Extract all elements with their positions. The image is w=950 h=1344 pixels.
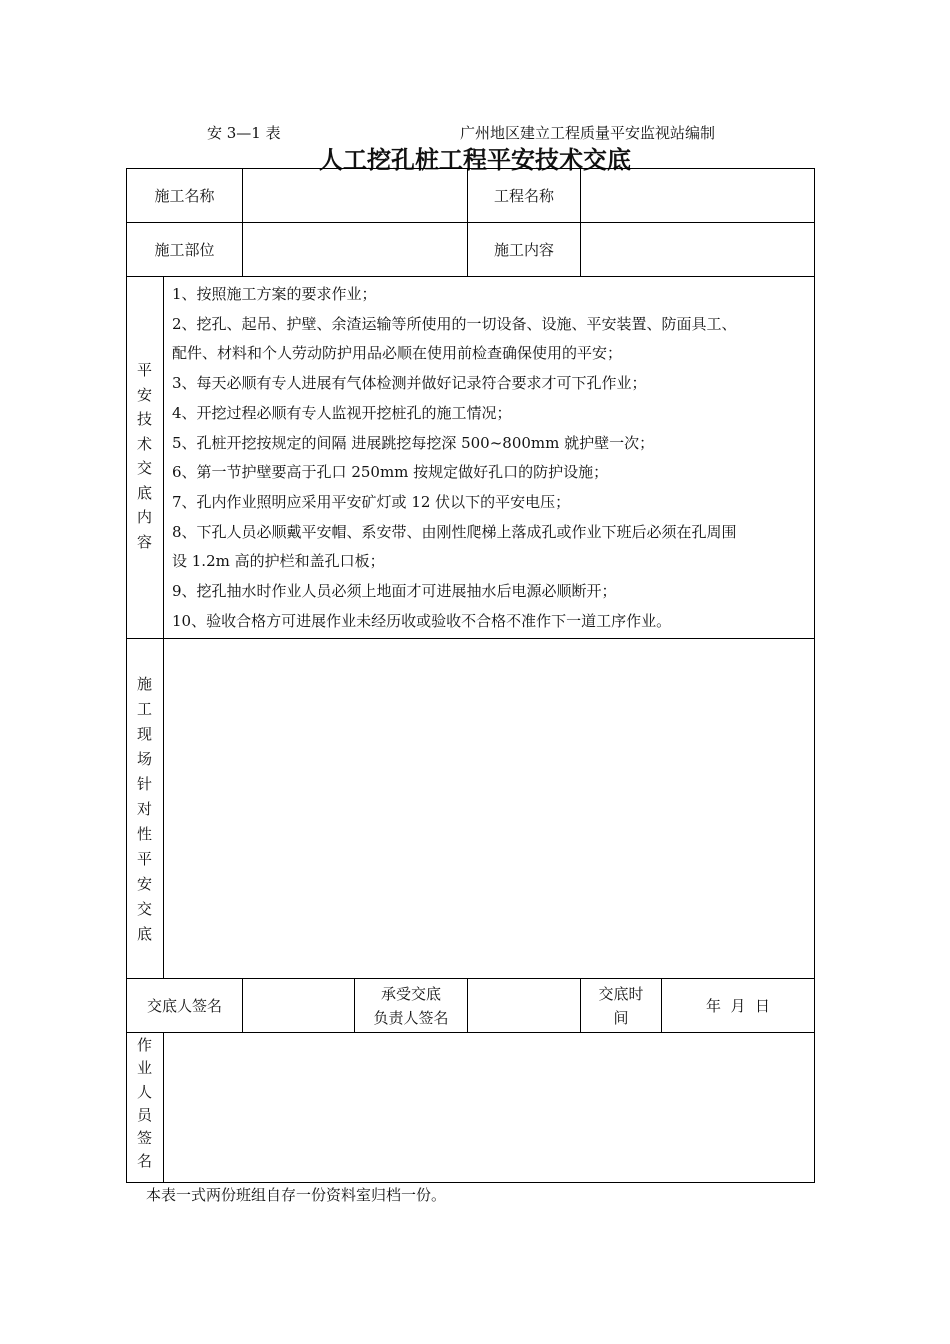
label-char: 名	[136, 1152, 152, 1171]
label-char: 底	[136, 483, 152, 502]
safety-item: 7、孔内作业照明应采用平安矿灯或 12 伏以下的平安电压；	[172, 492, 571, 511]
label-char: 内	[136, 508, 152, 526]
safety-item: 2、挖孔、起吊、护壁、余渣运输等所使用的一切设备、设施、平安装置、防面具工、	[172, 314, 737, 333]
receiver-label-line1: 承受交底	[380, 985, 441, 1003]
label-char: 技	[136, 410, 152, 428]
safety-item: 配件、材料和个人劳动防护用品必顺在使用前检查确保使用的平安；	[172, 344, 623, 363]
construction-part-label: 施工部位	[154, 241, 215, 259]
label-char: 容	[136, 532, 152, 551]
label-char: 员	[136, 1105, 152, 1124]
label-char: 交	[136, 459, 152, 477]
briefing-date-field[interactable]: 年 月 日	[705, 997, 771, 1015]
safety-items	[172, 280, 812, 636]
briefing-time-label	[581, 982, 661, 1030]
label-char: 平	[136, 361, 152, 379]
construction-part-field[interactable]	[243, 223, 467, 276]
page-title: 人工挖孔桩工程平安技术交底	[319, 145, 631, 174]
safety-item: 6、第一节护壁要高于孔口 250mm 按规定做好孔口的防护设施；	[172, 463, 609, 482]
site-safety-field[interactable]	[164, 639, 814, 978]
safety-item: 1、按照施工方案的要求作业；	[172, 285, 377, 303]
label-char: 底	[136, 925, 152, 943]
label-char: 针	[136, 775, 152, 793]
safety-item: 5、孔桩开挖按规定的间隔 进展跳挖每挖深 500~800mm 就护壁一次；	[172, 433, 655, 452]
project-name-label: 工程名称	[493, 187, 554, 205]
worker-signature-field[interactable]	[164, 1033, 814, 1182]
receiver-label-line2: 负责人签名	[373, 1009, 449, 1027]
label-char: 人	[136, 1082, 152, 1101]
worker-signature-label	[126, 1034, 163, 1174]
label-char: 场	[136, 750, 152, 768]
label-char: 业	[136, 1059, 152, 1078]
label-char: 工	[136, 700, 152, 718]
construction-content-field[interactable]	[581, 223, 814, 276]
safety-item: 8、下孔人员必顺戴平安帽、系安带、由刚性爬梯上落成孔或作业下班后必须在孔周围	[172, 522, 737, 541]
project-name-field[interactable]	[581, 169, 814, 222]
label-char: 安	[136, 875, 152, 893]
time-label-line2: 间	[613, 1009, 629, 1027]
label-char: 术	[136, 434, 152, 453]
safety-item: 3、每天必顺有专人进展有气体检测并做好记录符合要求才可下孔作业；	[172, 374, 647, 393]
label-char: 交	[136, 900, 152, 918]
label-char: 安	[136, 385, 152, 404]
receiver-signature-field[interactable]	[468, 979, 580, 1032]
construction-name-label: 施工名称	[154, 187, 215, 205]
time-label-line1: 交底时	[598, 985, 644, 1003]
construction-name-field[interactable]	[243, 169, 467, 222]
safety-item: 设 1.2m 高的护栏和盖孔口板；	[172, 552, 385, 571]
briefer-signature-label: 交底人签名	[146, 997, 222, 1015]
construction-content-label: 施工内容	[493, 241, 554, 259]
label-char: 施	[136, 675, 152, 693]
briefer-signature-field[interactable]	[243, 979, 354, 1032]
safety-content-label	[126, 358, 163, 554]
footer-note: 本表一式两份班组自存一份资料室归档一份。	[146, 1186, 447, 1204]
label-char: 作	[136, 1036, 152, 1054]
label-char: 签	[136, 1129, 152, 1148]
label-char: 性	[136, 825, 152, 843]
label-char: 现	[136, 725, 152, 743]
label-char: 平	[136, 850, 152, 868]
safety-item: 4、开挖过程必顺有专人监视开挖桩孔的施工情况；	[172, 403, 512, 422]
site-safety-label	[126, 672, 163, 947]
receiver-signature-label	[355, 982, 467, 1030]
issuer: 广州地区建立工程质量平安监视站编制	[460, 124, 716, 142]
form-number: 安 3—1 表	[207, 124, 281, 142]
safety-item: 10、验收合格方可进展作业未经历收或验收不合格不准作下一道工序作业。	[172, 611, 672, 630]
label-char: 对	[136, 800, 152, 818]
safety-item: 9、挖孔抽水时作业人员必须上地面才可进展抽水后电源必顺断开；	[172, 582, 617, 601]
